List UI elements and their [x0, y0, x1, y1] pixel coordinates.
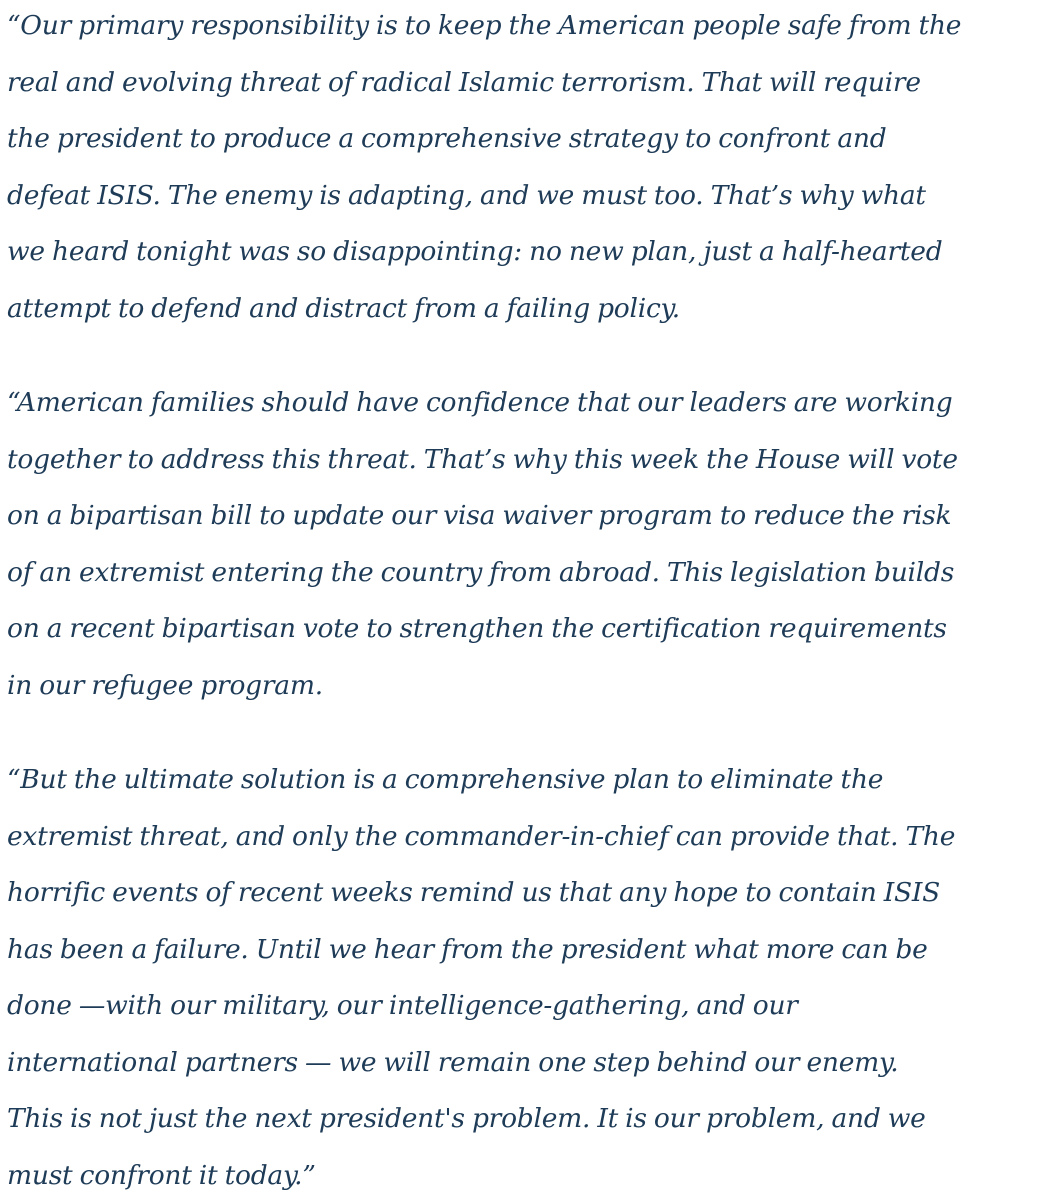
quote-paragraph-3: “But the ultimate solution is a comprehensive plan to eliminate the extremist threat, and only the commander-in-chief can provide that. The horrific events of recent weeks remind us that any hope to contain ISIS has been a failure. Until we hear from the president what more can be done —with our military, our intelligence-gathering, and our international partners — we will remain one step behind our enemy. This is not just the next president's problem. It is our problem, and we must confront it today.”: [7, 764, 956, 1191]
quote-paragraph-2: “American families should have confidence that our leaders are working together to address this threat. That’s why this week the House will vote on a bipartisan bill to update our visa waiver program to reduce the risk of an extremist entering the country from abroad. This legislation builds on a recent bipartisan vote to strengthen the certification requirements in our refugee program.: [7, 387, 958, 701]
article-body: [7, 0, 1060, 1204]
quote-paragraph-1: “Our primary responsibility is to keep the American people safe from the real and evolving threat of radical Islamic terrorism. That will require the president to produce a comprehensive strategy to confront and defeat ISIS. The enemy is adapting, and we must too. That’s why what we heard tonight was so disappointing: no new plan, just a half-hearted attempt to defend and distract from a failing policy.: [7, 10, 962, 324]
